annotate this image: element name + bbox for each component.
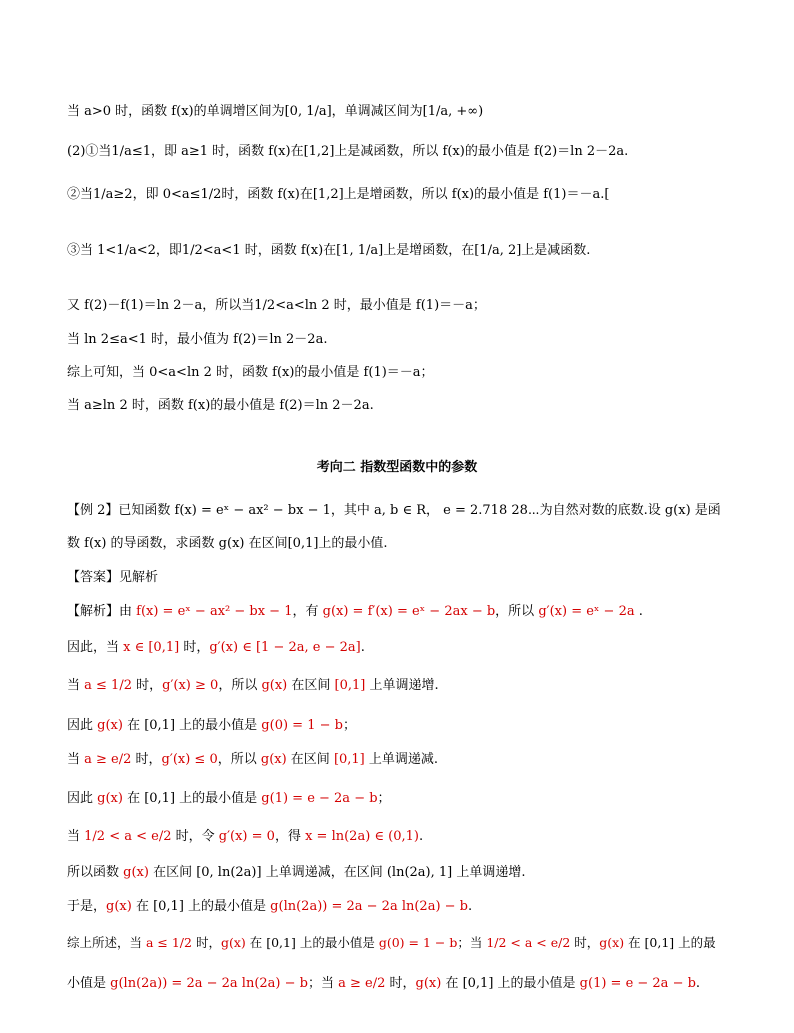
formula: [0,1] <box>333 752 365 767</box>
formula: g(ln(2a)) = 2a − 2a ln(2a) − b <box>270 899 468 914</box>
solution-text: 在 [0,1] 上的最 <box>624 935 716 950</box>
solution-line-5 <box>67 751 438 769</box>
solution-text: . <box>468 899 473 914</box>
solution-line-1 <box>67 603 643 621</box>
solution-text: 时， <box>131 752 162 767</box>
solution-text: 小值是 <box>67 976 111 991</box>
text-line-3: ②当1/a≥2，即 0<a≤1/2时，函数 f(x)在[1,2]上是增函数，所以 f(x)的最小值是 f(1)＝－a.[ <box>67 187 610 202</box>
solution-text: 时， <box>385 976 416 991</box>
formula: g′(x) ≤ 0 <box>161 752 218 767</box>
solution-line-6 <box>67 790 391 808</box>
solution-text: 在 [0,1] 上的最小值是 <box>441 976 580 991</box>
formula: g(0) = 1 − b <box>261 718 343 733</box>
formula: g′(x) ≥ 0 <box>162 678 219 693</box>
formula: g′(x) ∈ [1 − 2a, e − 2a] <box>209 640 361 655</box>
example-problem: 【例 2】已知函数 f(x) = eˣ − ax² − bx − 1，其中 a, b ∈ R， e = 2.718 28⋯为自然对数的底数.设 g(x) 是函数 f(x) 的导函数，求函数 g(x) 在区间[0,1]上的最小值. <box>67 503 721 551</box>
solution-text: 在 [0,1] 上的最小值是 <box>245 935 379 950</box>
solution-text: . <box>418 829 424 844</box>
formula: a ≤ 1/2 <box>84 678 132 693</box>
formula: [0,1] <box>334 678 366 693</box>
solution-text: 时，令 <box>171 829 219 844</box>
solution-line-10 <box>67 934 716 952</box>
solution-text: 当 <box>67 752 85 767</box>
solution-text: . <box>695 976 701 991</box>
solution-text: 【解析】由 <box>67 604 137 619</box>
solution-text: 综上所述，当 <box>67 935 146 950</box>
formula: g(1) = e − 2a − b <box>579 976 696 991</box>
solution-text: ，得 <box>274 829 306 844</box>
solution-text: 在区间 <box>287 678 335 693</box>
formula: g(x) <box>97 718 123 733</box>
solution-text: ，有 <box>292 604 323 619</box>
formula: g′(x) = 0 <box>218 829 275 844</box>
formula: a ≤ 1/2 <box>145 935 192 950</box>
solution-text: 当 <box>67 678 85 693</box>
formula: f(x) = eˣ − ax² − bx − 1 <box>136 604 293 619</box>
solution-text: ；当 <box>457 935 487 950</box>
formula: 1/2 < a < e/2 <box>486 935 571 950</box>
formula: g(x) <box>415 976 442 991</box>
solution-line-4 <box>67 717 356 735</box>
solution-text: 时， <box>179 640 210 655</box>
formula: g(0) = 1 − b <box>378 935 458 950</box>
formula: g(x) <box>220 935 246 950</box>
answer-label: 【答案】见解析 <box>67 570 159 585</box>
formula: g(x) <box>97 791 123 806</box>
solution-line-3 <box>67 677 439 695</box>
formula: g(x) <box>261 678 288 693</box>
solution-text: 因此，当 <box>67 640 124 655</box>
solution-text: 当 <box>67 829 85 844</box>
solution-text: ； <box>377 791 391 806</box>
text-line-7: 综上可知，当 0<a<ln 2 时，函数 f(x)的最小值是 f(1)＝－a； <box>67 365 434 380</box>
formula: a ≥ e/2 <box>84 752 132 767</box>
text-line-2: (2)①当1/a≤1，即 a≥1 时，函数 f(x)在[1,2]上是减函数，所以 f(x)的最小值是 f(2)＝ln 2－2a. <box>67 144 629 159</box>
solution-text: . <box>634 604 643 619</box>
formula: x ∈ [0,1] <box>123 640 180 655</box>
solution-text: 因此 <box>67 718 98 733</box>
solution-text: 在 [0,1] 上的最小值是 <box>122 718 262 733</box>
solution-text: 在 [0,1] 上的最小值是 <box>131 899 271 914</box>
solution-text: 时， <box>131 678 163 693</box>
solution-text: ，所以 <box>495 604 539 619</box>
formula: x = ln(2a) ∈ (0,1) <box>305 829 419 844</box>
solution-text: 时， <box>570 935 600 950</box>
formula: g(x) <box>599 935 625 950</box>
solution-text: ； <box>342 718 356 733</box>
formula: g(ln(2a)) = 2a − 2a ln(2a) − b <box>110 976 308 991</box>
solution-text: ；当 <box>307 976 339 991</box>
formula: 1/2 < a < e/2 <box>84 829 172 844</box>
solution-line-8 <box>67 864 525 882</box>
solution-text: 上单调递增. <box>365 678 439 693</box>
formula: g(1) = e − 2a − b <box>261 791 378 806</box>
solution-text: . <box>360 640 365 655</box>
solution-text: ，所以 <box>217 752 261 767</box>
formula: a ≥ e/2 <box>338 976 386 991</box>
solution-text: 上单调递减. <box>364 752 439 767</box>
solution-text: 在区间 [0, ln(2a)] 上单调递减，在区间 (ln(2a), 1] 上单调递增. <box>148 865 526 880</box>
text-line-8: 当 a≥ln 2 时，函数 f(x)的最小值是 f(2)＝ln 2－2a. <box>67 398 374 413</box>
solution-line-9 <box>67 898 472 916</box>
formula: g(x) <box>123 865 149 880</box>
solution-text: 在 [0,1] 上的最小值是 <box>122 791 262 806</box>
solution-line-2 <box>67 639 365 657</box>
section-title: 考向二 指数型函数中的参数 <box>316 460 478 475</box>
solution-line-7 <box>67 828 423 846</box>
solution-text: 于是， <box>67 899 107 914</box>
formula: g(x) <box>106 899 132 914</box>
formula: g(x) <box>260 752 287 767</box>
text-line-6: 当 ln 2≤a<1 时，最小值为 f(2)＝ln 2－2a. <box>67 332 328 347</box>
text-line-5: 又 f(2)－f(1)＝ln 2－a，所以当1/2<a<ln 2 时，最小值是 f(1)＝－a； <box>67 298 486 313</box>
solution-text: 时， <box>191 935 221 950</box>
solution-text: 因此 <box>67 791 98 806</box>
text-line-1: 当 a>0 时，函数 f(x)的单调增区间为[0, 1/a]，单调减区间为[1/a, +∞) <box>67 104 484 119</box>
solution-line-11 <box>67 975 700 993</box>
solution-text: ，所以 <box>218 678 262 693</box>
solution-text: 所以函数 <box>67 865 124 880</box>
solution-text: 在区间 <box>286 752 334 767</box>
formula: g(x) = f′(x) = eˣ − 2ax − b <box>322 604 496 619</box>
text-line-4: ③当 1<1/a<2，即1/2<a<1 时，函数 f(x)在[1, 1/a]上是增函数，在[1/a, 2]上是减函数. <box>67 243 591 258</box>
formula: g′(x) = eˣ − 2a <box>538 604 635 619</box>
